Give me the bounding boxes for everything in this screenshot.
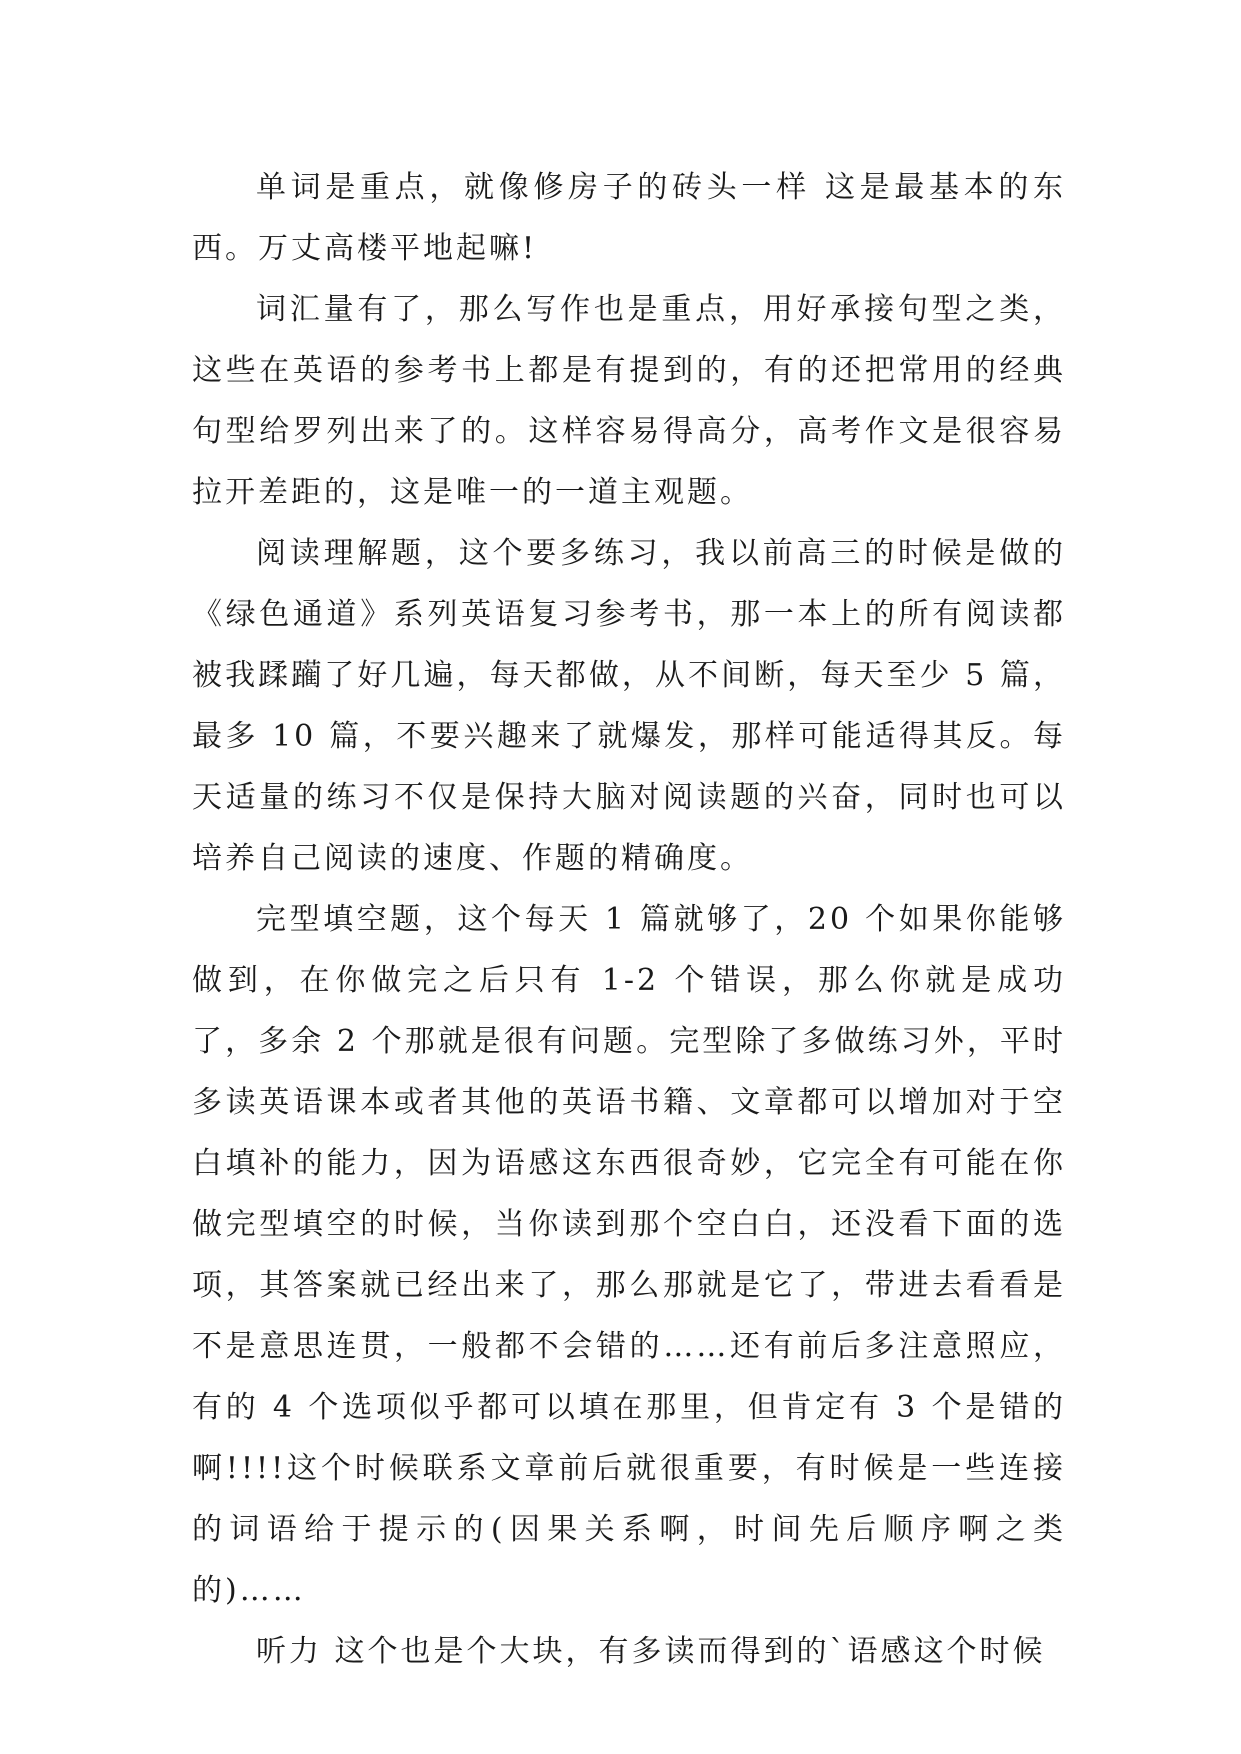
document-body [192,157,1066,1682]
paragraph-cloze: 完型填空题，这个每天 1 篇就够了，20 个如果你能够做到，在你做完之后只有 1-2 个错误，那么你就是成功了，多余 2 个那就是很有问题。完型除了多做练习外，平时多读英语课本或者其他的英语书籍、文章都可以增加对于空白填补的能力，因为语感这东西很奇妙，它完全有可能在你做完型填空的时候，当你读到那个空白白，还没看下面的选项，其答案就已经出来了，那么那就是它了，带进去看看是不是意思连贯，一般都不会错的……还有前后多注意照应，有的 4 个选项似乎都可以填在那里，但肯定有 3 个是错的啊!!!!这个时候联系文章前后就很重要，有时候是一些连接的词语给于提示的(因果关系啊，时间先后顺序啊之类的)…… [192,902,1066,1608]
paragraph-vocabulary: 单词是重点，就像修房子的砖头一样 这是最基本的东西。万丈高楼平地起嘛! [192,170,1066,266]
paragraph-writing: 词汇量有了，那么写作也是重点，用好承接句型之类，这些在英语的参考书上都是有提到的，有的还把常用的经典句型给罗列出来了的。这样容易得高分，高考作文是很容易拉开差距的，这是唯一的一道主观题。 [192,292,1066,510]
paragraph-reading: 阅读理解题，这个要多练习，我以前高三的时候是做的《绿色通道》系列英语复习参考书，那一本上的所有阅读都被我蹂躏了好几遍，每天都做，从不间断，每天至少 5 篇，最多 10 篇，不要兴趣来了就爆发，那样可能适得其反。每天适量的练习不仅是保持大脑对阅读题的兴奋，同时也可以培养自己阅读的速度、作题的精确度。 [192,536,1066,876]
paragraph-listening: 听力 这个也是个大块，有多读而得到的`语感这个时候 [256,1634,1046,1669]
